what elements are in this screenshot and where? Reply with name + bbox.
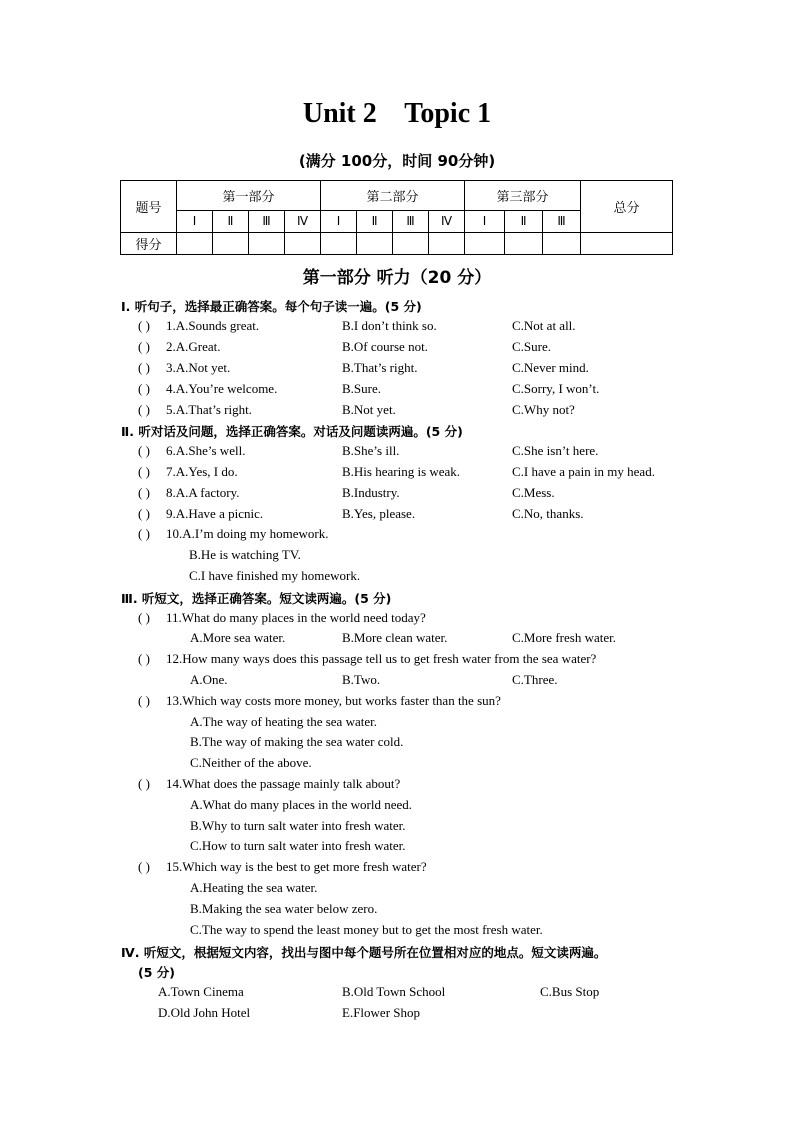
option-a: A.The way of heating the sea water. [190,714,377,729]
score-cell [505,233,543,255]
option-a: 10.A.I’m doing my homework. [166,526,329,541]
option-b: B.The way of making the sea water cold. [190,734,404,749]
option-b: B.Two. [342,672,381,687]
part-2-col: Ⅰ [321,211,357,233]
option-c: C.Neither of the above. [190,755,312,770]
question-row [0,402,794,422]
option-c: C.How to turn salt water into fresh water. [190,838,406,853]
score-cell [543,233,581,255]
option-a: 3.A.Not yet. [166,360,231,375]
question-row [0,693,794,713]
option-a: 8.A.A factory. [166,485,240,500]
question-row [0,506,794,526]
score-cell [357,233,393,255]
score-cell [465,233,505,255]
question-row [0,485,794,505]
option-b: B.Why to turn salt water into fresh water. [190,818,406,833]
question-text: 14.What does the passage mainly talk about? [166,776,401,791]
option-c: C.Sorry, I won’t. [512,381,600,396]
section-3-heading: Ⅲ. 听短文，选择正确答案。短文读两遍。(5 分) [121,591,392,606]
answer-paren: ( ) [138,339,150,354]
option-c: C.The way to spend the least money but to get the most fresh water. [190,922,543,937]
option-a: 1.A.Sounds great. [166,318,260,333]
question-row [0,339,794,359]
question-row [0,651,794,671]
part-2-col: Ⅲ [393,211,429,233]
answer-paren: ( ) [138,443,150,458]
answer-paren: ( ) [138,318,150,333]
answer-paren: ( ) [138,360,150,375]
option-c: C.Never mind. [512,360,589,375]
place-option: A.Town Cinema [158,984,244,999]
answer-paren: ( ) [138,485,150,500]
score-cell [321,233,357,255]
part-3-col: Ⅲ [543,211,581,233]
answer-paren: ( ) [138,693,150,708]
score-table [120,180,673,255]
option-a: 4.A.You’re welcome. [166,381,278,396]
option-b: B.Yes, please. [342,506,416,521]
row-label-question-number: 题号 [121,181,177,233]
option-a: 6.A.She’s well. [166,443,246,458]
score-time-note: (满分 100分，时间 90分钟) [298,152,496,170]
question-row [0,318,794,338]
part-3-col: Ⅰ [465,211,505,233]
part-1-col: Ⅰ [177,211,213,233]
question-text: 12.How many ways does this passage tell us to get fresh water from the sea water? [166,651,597,666]
option-b: B.Not yet. [342,402,396,417]
option-b: B.His hearing is weak. [342,464,461,479]
question-text: 15.Which way is the best to get more fresh water? [166,859,427,874]
part-2-col: Ⅱ [357,211,393,233]
section-2-heading: Ⅱ. 听对话及问题，选择正确答案。对话及问题读两遍。(5 分) [121,424,463,439]
section-1-heading: Ⅰ. 听句子，选择最正确答案。每个句子读一遍。(5 分) [121,299,422,314]
part-3-header: 第三部分 [465,181,581,211]
score-cell [177,233,213,255]
question-row [0,610,794,630]
place-option: B.Old Town School [342,984,446,999]
option-b: B.He is watching TV. [189,547,301,562]
option-a: A.Heating the sea water. [190,880,318,895]
option-c: C.No, thanks. [512,506,584,521]
score-cell [213,233,249,255]
score-cell [393,233,429,255]
place-option: E.Flower Shop [342,1005,420,1020]
option-c: C.Sure. [512,339,551,354]
place-option: C.Bus Stop [540,984,600,999]
options-row [0,672,794,692]
option-b: B.I don’t think so. [342,318,437,333]
answer-paren: ( ) [138,381,150,396]
option-a: A.More sea water. [190,630,286,645]
option-b: B.That’s right. [342,360,418,375]
option-c: C.I have finished my homework. [189,568,361,583]
option-a: 5.A.That’s right. [166,402,252,417]
part-2-col: Ⅳ [429,211,465,233]
option-a: 7.A.Yes, I do. [166,464,238,479]
option-c: C.Why not? [512,402,575,417]
question-row [0,464,794,484]
option-a: 2.A.Great. [166,339,221,354]
total-header: 总分 [581,181,673,233]
question-text: 13.Which way costs more money, but works faster than the sun? [166,693,501,708]
score-cell [429,233,465,255]
answer-paren: ( ) [138,859,150,874]
question-text: 11.What do many places in the world need today? [166,610,426,625]
score-cell [249,233,285,255]
answer-paren: ( ) [138,776,150,791]
option-c: C.Three. [512,672,558,687]
answer-paren: ( ) [138,402,150,417]
question-row [0,859,794,879]
row-label-score: 得分 [121,233,177,255]
part-1-col: Ⅲ [249,211,285,233]
part-1-col: Ⅱ [213,211,249,233]
answer-paren: ( ) [138,610,150,625]
option-a: A.One. [190,672,228,687]
answer-paren: ( ) [138,651,150,666]
answer-paren: ( ) [138,506,150,521]
section-4-points: (5 分) [138,965,175,980]
answer-paren: ( ) [138,526,150,541]
place-option: D.Old John Hotel [158,1005,251,1020]
option-c: C.She isn’t here. [512,443,599,458]
option-a: 9.A.Have a picnic. [166,506,264,521]
options-row [0,630,794,650]
option-b: B.Sure. [342,381,381,396]
part-2-header: 第二部分 [321,181,465,211]
total-score-cell [581,233,673,255]
part-1-header: 第一部分 [177,181,321,211]
question-row [0,526,794,546]
option-c: C.Mess. [512,485,555,500]
option-c: C.I have a pain in my head. [512,464,655,479]
option-b: B.Of course not. [342,339,428,354]
question-row [0,360,794,380]
option-b: B.More clean water. [342,630,448,645]
option-b: B.Industry. [342,485,400,500]
option-b: B.Making the sea water below zero. [190,901,378,916]
question-row [0,776,794,796]
section-4-heading: Ⅳ. 听短文，根据短文内容，找出与图中每个题号所在位置相对应的地点。短文读两遍。 [121,945,607,960]
question-row [0,381,794,401]
part-1-col: Ⅳ [285,211,321,233]
option-c: C.More fresh water. [512,630,616,645]
part-heading: 第一部分 听力（20 分） [302,268,492,288]
answer-paren: ( ) [138,464,150,479]
part-3-col: Ⅱ [505,211,543,233]
score-cell [285,233,321,255]
option-a: A.What do many places in the world need. [190,797,413,812]
option-b: B.She’s ill. [342,443,400,458]
option-c: C.Not at all. [512,318,576,333]
question-row [0,443,794,463]
page-title: Unit 2 Topic 1 [302,98,492,129]
